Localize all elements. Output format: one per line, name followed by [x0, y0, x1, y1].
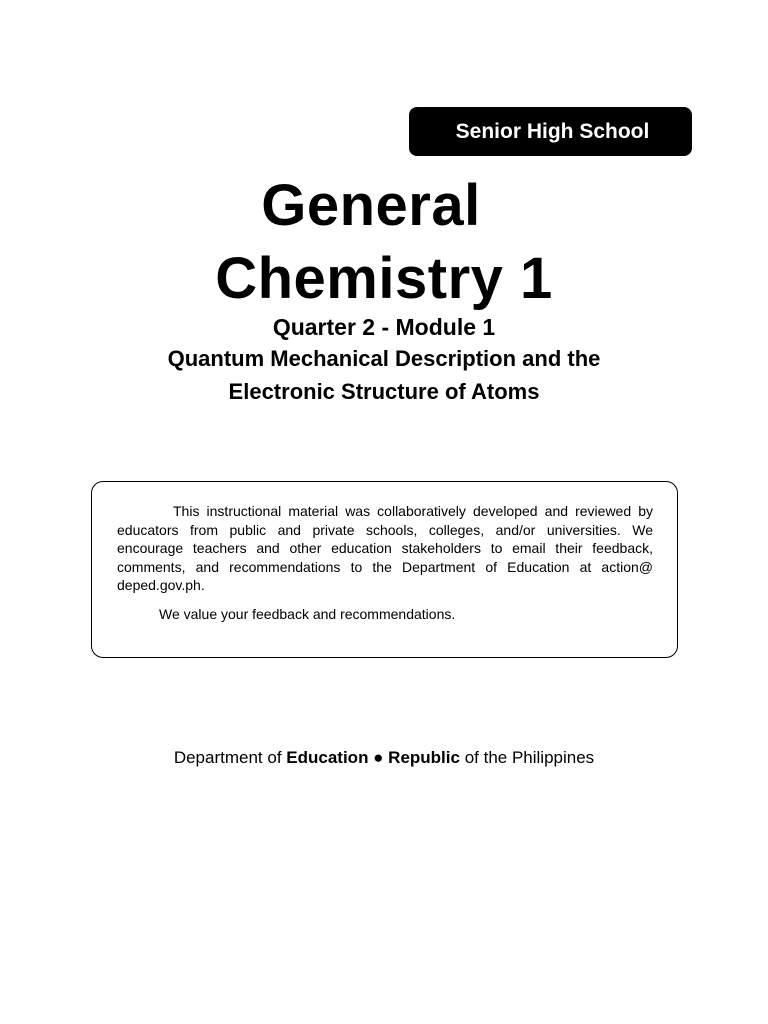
publisher-footer [0, 748, 768, 768]
title-line-2: Chemistry 1 [215, 246, 553, 311]
notice-paragraph-1: This instructional material was collaboratively developed and reviewed by educators from public and private schools, colleges, and/or universities. We encourage teachers and other education stakeholders to email their feedback, comments, and recommendations to the Department of Education at action@ deped.gov.ph. [117, 503, 653, 593]
senior-high-school-badge: Senior High School [409, 107, 692, 156]
notice-paragraph-2: We value your feedback and recommendations. [159, 605, 456, 622]
footer-education: Education [286, 748, 369, 767]
footer-separator: ● [368, 748, 389, 767]
module-topic-line-1: Quantum Mechanical Description and the [167, 346, 601, 371]
footer-department: Department of [173, 748, 287, 767]
feedback-notice-box [91, 481, 678, 658]
quarter-module-label: Quarter 2 - Module 1 [272, 314, 496, 340]
footer-republic: Republic [388, 748, 460, 767]
module-topic-line-2: Electronic Structure of Atoms [228, 379, 540, 404]
footer-philippines: of the Philippines [459, 748, 595, 767]
title-line-1: General [261, 173, 481, 238]
